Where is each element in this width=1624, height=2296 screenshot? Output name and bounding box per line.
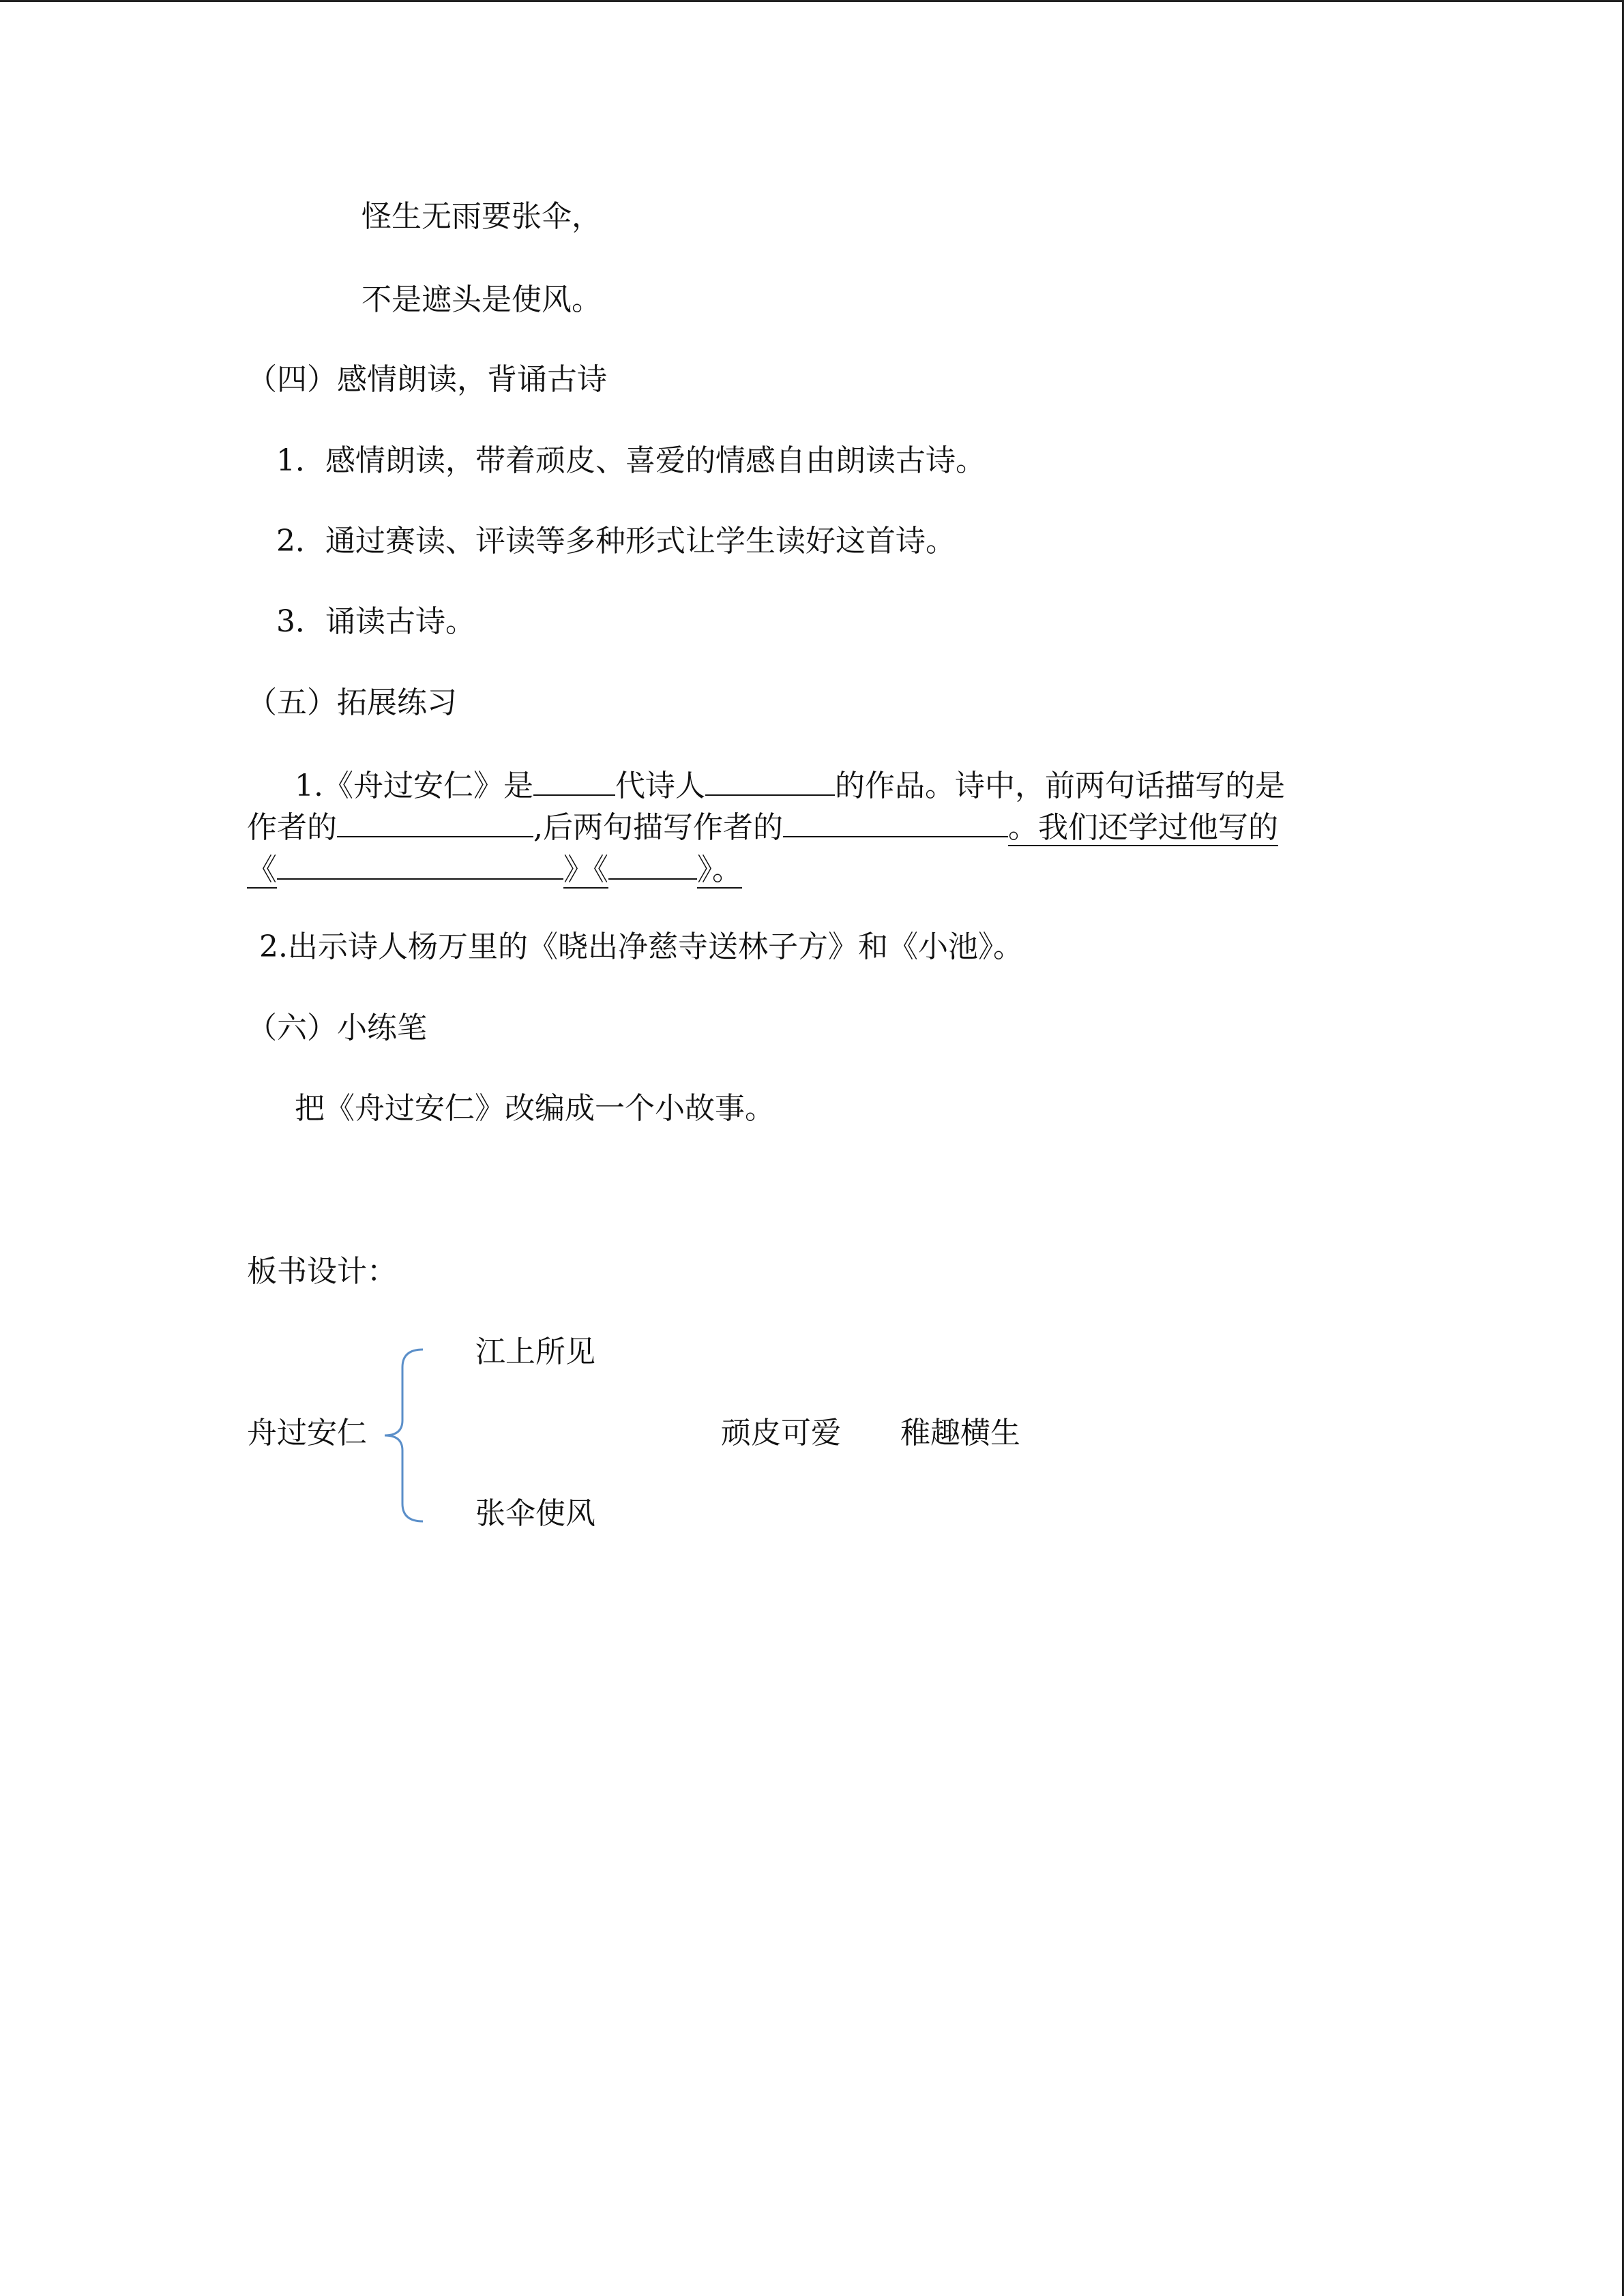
section-4-item-1: 1．感情朗读，带着顽皮、喜爱的情感自由朗读古诗。 — [276, 443, 986, 478]
exercise-1-text-a: 1.《舟过安仁》是 — [295, 769, 533, 803]
section-4-item-3: 3．诵读古诗。 — [276, 604, 475, 639]
board-branch-top: 江上所见 — [475, 1335, 595, 1369]
exercise-1-text-d: 作者的 — [247, 810, 337, 845]
exercise-1-line-2 — [247, 805, 1278, 848]
exercise-1-text-i: 》。 — [697, 852, 742, 887]
blank-dynasty[interactable] — [533, 763, 615, 796]
curly-brace-icon — [382, 1347, 430, 1524]
exercise-2: 2.出示诗人杨万里的《晓出净慈寺送林子方》和《小池》。 — [259, 929, 1023, 964]
blank-poem-title-2[interactable] — [608, 847, 697, 880]
section-6-task: 把《舟过安仁》改编成一个小故事。 — [295, 1091, 775, 1126]
blank-second-half[interactable] — [783, 805, 1008, 837]
blank-poem-title-1[interactable] — [277, 847, 563, 880]
blank-first-half[interactable] — [337, 805, 533, 837]
board-word-1: 顽皮可爱 — [721, 1416, 841, 1450]
poem-line-3: 怪生无雨要张伞， — [361, 199, 602, 234]
section-4-heading: （四）感情朗读，背诵古诗 — [247, 362, 607, 397]
poem-line-4: 不是遮头是使风。 — [361, 282, 602, 317]
exercise-1-line-1 — [295, 763, 1285, 807]
board-branch-bottom: 张伞使风 — [475, 1496, 595, 1531]
exercise-1-line-3 — [247, 847, 742, 891]
exercise-1-text-h: 》《 — [563, 852, 608, 887]
section-6-heading: （六）小练笔 — [247, 1011, 427, 1045]
blank-poet[interactable] — [705, 763, 835, 796]
exercise-1-text-g: 《 — [247, 852, 277, 887]
exercise-1-text-c: 的作品。诗中，前两句话描写的是 — [834, 769, 1285, 803]
section-5-heading: （五）拓展练习 — [247, 685, 457, 720]
exercise-1-text-b: 代诗人 — [615, 769, 705, 803]
page-top-border — [0, 0, 1624, 2]
board-title: 舟过安仁 — [247, 1416, 367, 1450]
exercise-1-text-e: ,后两句描写作者的 — [533, 810, 783, 845]
exercise-1-text-f: 。我们还学过他写的 — [1008, 810, 1278, 845]
board-word-2: 稚趣横生 — [900, 1416, 1020, 1450]
section-4-item-2: 2．通过赛读、评读等多种形式让学生读好这首诗。 — [276, 524, 956, 558]
board-design-heading: 板书设计： — [247, 1254, 397, 1289]
